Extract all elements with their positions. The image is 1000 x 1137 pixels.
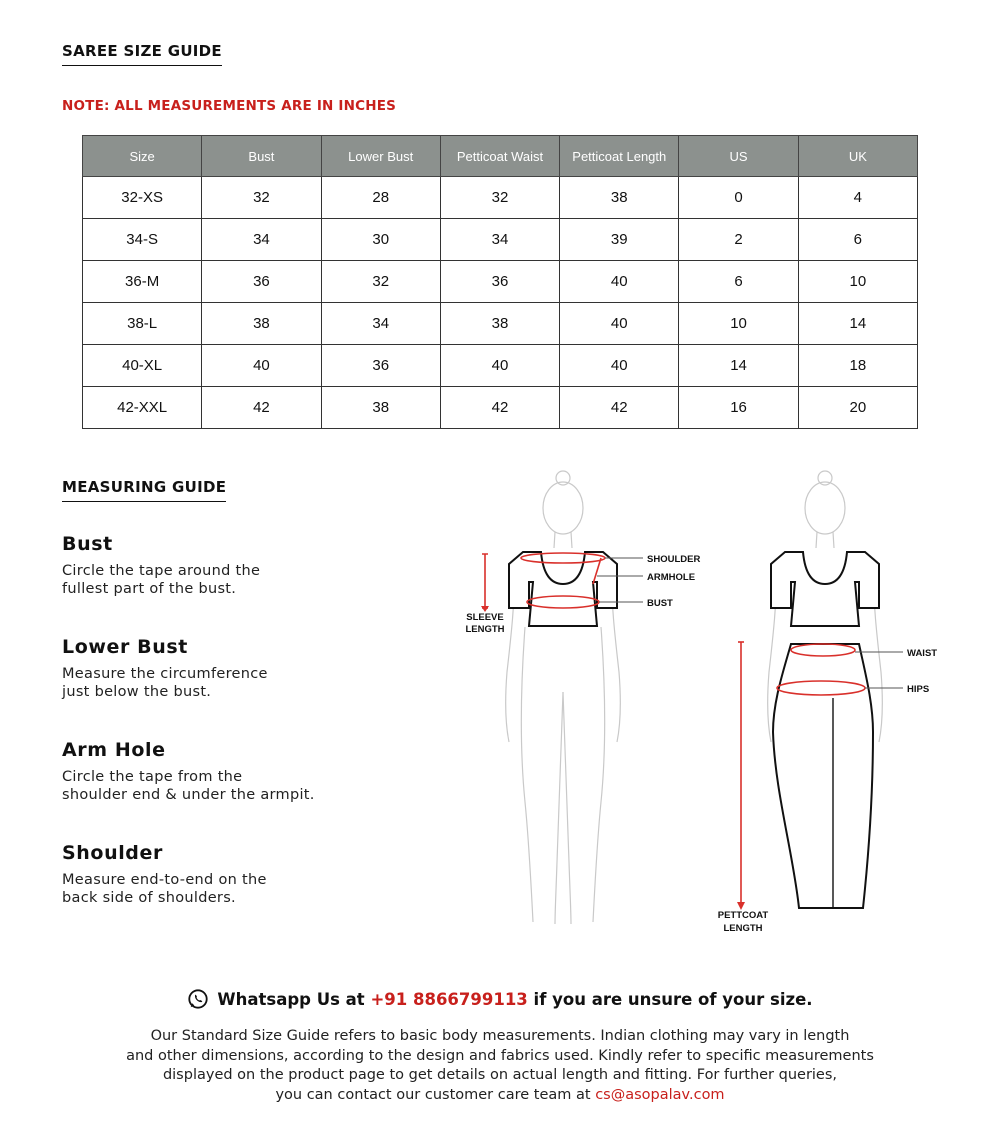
table-cell: 6: [798, 219, 917, 261]
table-cell: 36: [440, 261, 559, 303]
table-cell: 14: [679, 345, 798, 387]
header-petticoat-length: Petticoat Length: [560, 136, 679, 177]
table-cell: 40: [560, 303, 679, 345]
table-row: [83, 345, 918, 387]
table-cell: 38: [321, 387, 440, 429]
table-cell: 38: [202, 303, 321, 345]
label-hips: HIPS: [907, 684, 930, 695]
header-size: Size: [83, 136, 202, 177]
table-cell: 34-S: [83, 219, 202, 261]
guide-item-desc: Circle the tape from the shoulder end & under the armpit.: [62, 769, 315, 803]
label-bust: BUST: [647, 598, 673, 609]
footer-line: Our Standard Size Guide refers to basic body measurements. Indian clothing may vary in length: [150, 1028, 850, 1044]
measurement-note: NOTE: ALL MEASUREMENTS ARE IN INCHES: [62, 98, 397, 114]
table-cell: 16: [679, 387, 798, 429]
table-cell: 40: [202, 345, 321, 387]
guide-item-title: Arm Hole: [62, 739, 166, 761]
table-header-row: [83, 136, 918, 177]
guide-item-desc: Measure end-to-end on the back side of shoulders.: [62, 872, 267, 906]
table-cell: 36: [321, 345, 440, 387]
table-cell: 2: [679, 219, 798, 261]
table-cell: 36-M: [83, 261, 202, 303]
label-sleeve: SLEEVE: [466, 612, 504, 623]
table-row: [83, 261, 918, 303]
table-cell: 34: [202, 219, 321, 261]
table-cell: 39: [560, 219, 679, 261]
table-cell: 34: [440, 219, 559, 261]
table-cell: 36: [202, 261, 321, 303]
table-cell: 38: [440, 303, 559, 345]
label-petticoat-length: LENGTH: [723, 923, 763, 934]
label-waist: WAIST: [907, 648, 938, 659]
table-cell: 38: [560, 177, 679, 219]
table-cell: 6: [679, 261, 798, 303]
table-cell: 42: [560, 387, 679, 429]
label-armhole: ARMHOLE: [647, 572, 696, 583]
guide-item-bust: [62, 533, 392, 598]
footer-line: displayed on the product page to get details on actual length and fitting. For further queries,: [162, 1067, 838, 1083]
whatsapp-phone-link[interactable]: +91 8866799113: [370, 990, 528, 1009]
size-table: [82, 135, 918, 429]
table-cell: 0: [679, 177, 798, 219]
guide-item-title: Bust: [62, 533, 113, 555]
table-cell: 18: [798, 345, 917, 387]
guide-item-title: Shoulder: [62, 842, 163, 864]
label-shoulder: SHOULDER: [647, 554, 701, 565]
blouse-2: [771, 552, 879, 626]
table-cell: 38-L: [83, 303, 202, 345]
table-cell: 42-XXL: [83, 387, 202, 429]
whatsapp-prefix: Whatsapp Us at: [217, 990, 371, 1009]
footer-line: and other dimensions, according to the design and fabrics used. Kindly refer to specific measurements: [126, 1047, 874, 1064]
table-cell: 42: [202, 387, 321, 429]
footer-line-prefix: you can contact our customer care team at: [275, 1086, 596, 1103]
table-cell: 14: [798, 303, 917, 345]
guide-item-title: Lower Bust: [62, 636, 188, 658]
table-cell: 32: [440, 177, 559, 219]
table-cell: 10: [679, 303, 798, 345]
label-sleeve-length: LENGTH: [465, 624, 505, 635]
table-cell: 40: [560, 261, 679, 303]
table-cell: 34: [321, 303, 440, 345]
table-cell: 4: [798, 177, 917, 219]
footer-text: [0, 1027, 1000, 1105]
table-row: [83, 177, 918, 219]
table-cell: 28: [321, 177, 440, 219]
table-cell: 32: [202, 177, 321, 219]
table-cell: 40: [440, 345, 559, 387]
table-cell: 42: [440, 387, 559, 429]
guide-item-lower-bust: [62, 636, 392, 701]
table-cell: 32-XS: [83, 177, 202, 219]
table-cell: 40-XL: [83, 345, 202, 387]
header-us: US: [679, 136, 798, 177]
table-cell: 32: [321, 261, 440, 303]
table-cell: 30: [321, 219, 440, 261]
body-measurement-illustration: [455, 462, 955, 942]
table-cell: 20: [798, 387, 917, 429]
table-row: [83, 387, 918, 429]
guide-item-desc: Circle the tape around the fullest part of the bust.: [62, 563, 261, 597]
front-figure-blouse: [506, 471, 621, 924]
whatsapp-suffix: if you are unsure of your size.: [527, 990, 813, 1009]
header-lower-bust: Lower Bust: [321, 136, 440, 177]
header-uk: UK: [798, 136, 917, 177]
measuring-guide-heading: MEASURING GUIDE: [62, 478, 226, 502]
guide-item-arm-hole: [62, 739, 392, 804]
table-row: [83, 303, 918, 345]
size-table-body: [83, 177, 918, 429]
footer-line: [0, 1086, 1000, 1106]
whatsapp-line: [0, 988, 1000, 1014]
table-row: [83, 219, 918, 261]
whatsapp-icon[interactable]: [187, 988, 209, 1014]
header-petticoat-waist: Petticoat Waist: [440, 136, 559, 177]
label-petticoat: PETTCOAT: [717, 910, 769, 921]
table-cell: 40: [560, 345, 679, 387]
email-link[interactable]: cs@asopalav.com: [595, 1086, 725, 1103]
page-title: SAREE SIZE GUIDE: [62, 42, 222, 66]
table-cell: 10: [798, 261, 917, 303]
header-bust: Bust: [202, 136, 321, 177]
guide-item-desc: Measure the circumference just below the bust.: [62, 666, 268, 700]
guide-item-shoulder: [62, 842, 392, 907]
